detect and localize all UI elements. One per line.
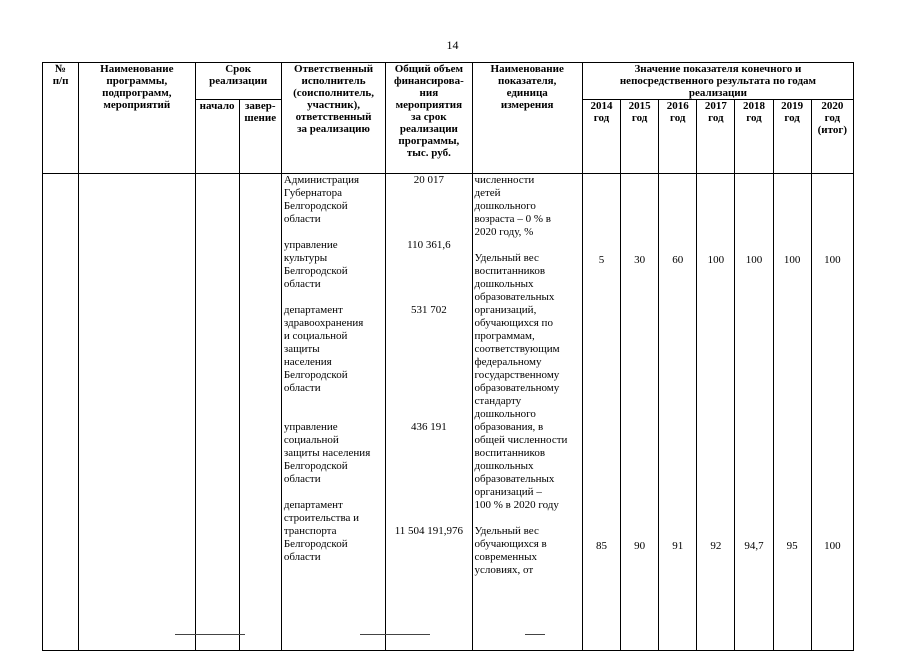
cell-value-2019: 100 95 (773, 174, 811, 651)
cell-term-start (195, 174, 239, 651)
header-executor: Ответственный исполнитель (соисполнитель, участник), ответственный за реализацию (281, 63, 385, 174)
cell-value-2015: 30 90 (621, 174, 659, 651)
cell-name (79, 174, 195, 651)
header-year-2017: 2017 год (697, 100, 735, 174)
scan-mark (360, 634, 430, 635)
page-number: 14 (446, 38, 459, 52)
header-year-2019: 2019 год (773, 100, 811, 174)
cell-value-2020: 100 100 (811, 174, 853, 651)
header-term: Срок реализации (195, 63, 281, 100)
header-year-2016: 2016 год (659, 100, 697, 174)
cell-executors: Администрация Губернатора Белгородской области управление культуры Белгородской области департамент здравоохранения и социальной защиты населения Белгородской области управление социальной защиты населения Белгородской области департамент строительства и транспорта Белгородской области (281, 174, 385, 651)
cell-num (43, 174, 79, 651)
cell-indicator: численности детей дошкольного возраста – 0 % в 2020 году, % Удельный вес воспитанников дошкольных образовательных организаций, обучающихся по программам, соответствующим федеральному государственному образовательному стандарту дошкольного образования, в общей численности воспитанников дошкольных образовательных организаций – 100 % в 2020 году Удельный вес обучающихся в современных условиях, от (472, 174, 582, 651)
scan-mark (525, 634, 545, 635)
program-table (42, 62, 854, 651)
header-indicator: Наименование показателя, единица измерения (472, 63, 582, 174)
cell-value-2018: 100 94,7 (735, 174, 773, 651)
header-term-start: начало (195, 100, 239, 174)
header-year-2020: 2020 год (итог) (811, 100, 853, 174)
header-values: Значение показателя конечного и непосредственного результата по годам реализации (582, 63, 853, 100)
cell-term-end (239, 174, 281, 651)
header-year-2018: 2018 год (735, 100, 773, 174)
header-name: Наименование программы, подпрограмм, мероприятий (79, 63, 195, 174)
cell-volumes: 20 017 110 361,6 531 702 436 191 11 504 191,976 (386, 174, 472, 651)
header-term-end: завер- шение (239, 100, 281, 174)
header-year-2015: 2015 год (621, 100, 659, 174)
cell-value-2016: 60 91 (659, 174, 697, 651)
scan-mark (175, 634, 245, 635)
header-year-2014: 2014 год (582, 100, 620, 174)
cell-value-2014: 5 85 (582, 174, 620, 651)
header-volume: Общий объем финансирова- ния мероприятия за срок реализации программы, тыс. руб. (386, 63, 472, 174)
cell-value-2017: 100 92 (697, 174, 735, 651)
header-num: № п/п (43, 63, 79, 174)
